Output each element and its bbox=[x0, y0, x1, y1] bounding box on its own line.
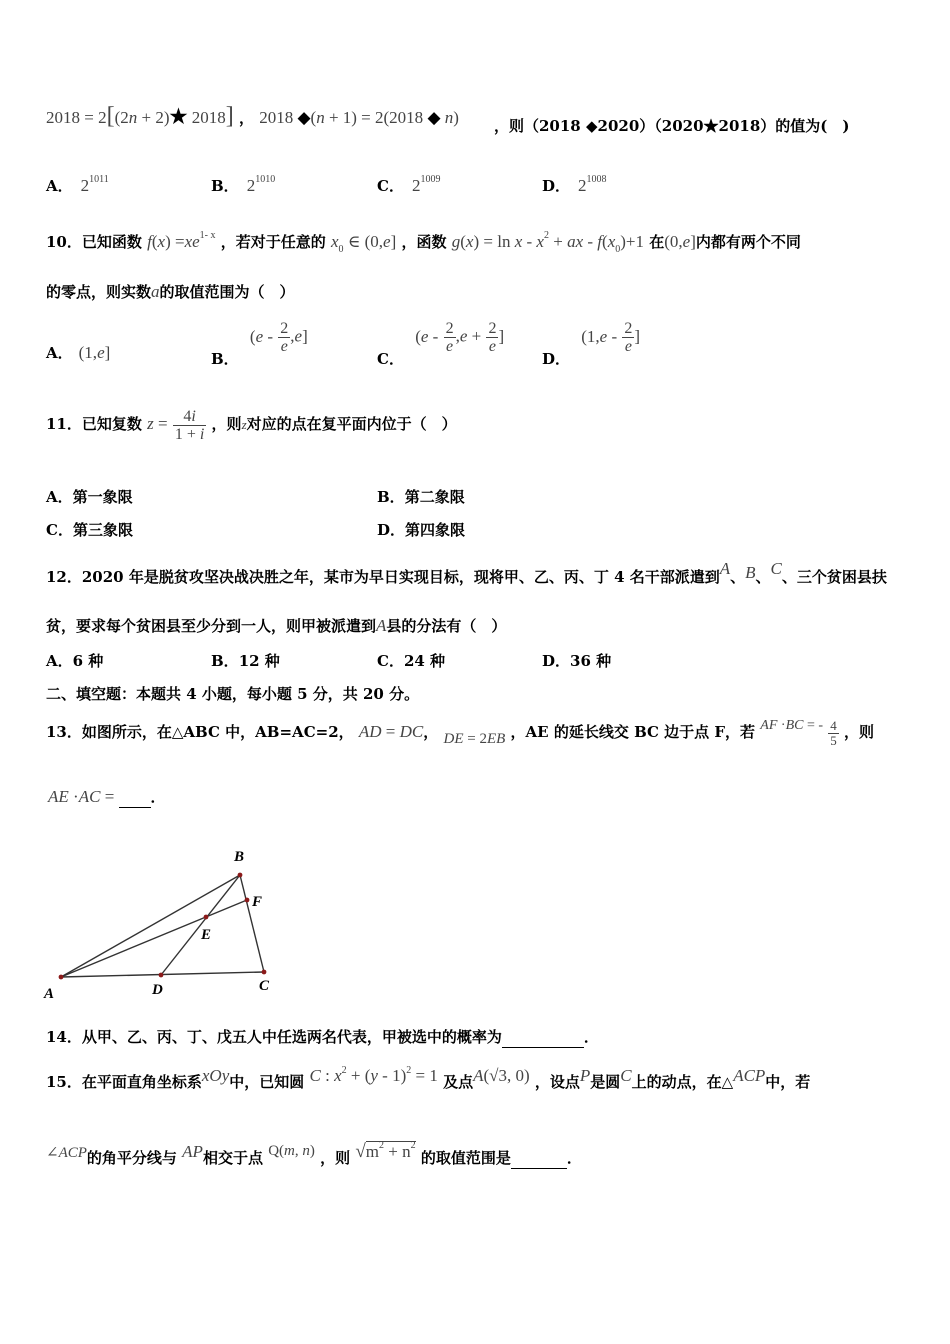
q15-stem-line2: ∠ACP的角平分线与 AP相交于点 Q(m, n) ，则 $√m^2 + n^2$ 的取值范围是 ． bbox=[46, 1140, 582, 1167]
q13-answer-blank[interactable] bbox=[119, 787, 151, 808]
q12-option-c: C．24 种 bbox=[377, 652, 446, 670]
section-heading-fill-in: 二、填空题：本题共 4 小题，每小题 5 分，共 20 分。 bbox=[46, 685, 420, 703]
point-f bbox=[245, 898, 250, 903]
q10-option-b: B． (e - $\frac{2}{e}$ ,e] bbox=[211, 320, 308, 368]
q11-option-b: B．第二象限 bbox=[377, 488, 465, 506]
q9-expr2: 2018 ◆(n + 1) = 2(2018 ◆ n) bbox=[259, 108, 459, 127]
segment-af bbox=[61, 900, 247, 977]
label-a: A bbox=[44, 986, 55, 1002]
q14-answer-blank[interactable] bbox=[502, 1027, 584, 1048]
label-c: C bbox=[259, 978, 270, 994]
point-b bbox=[238, 873, 243, 878]
q10-option-c: C． (e - $\frac{2}{e}$ ,e + $\frac{2}{e}$ ] bbox=[377, 320, 505, 368]
point-d bbox=[159, 973, 164, 978]
q15-answer-blank[interactable] bbox=[511, 1148, 567, 1169]
q9-option-d: D． $2^{1008}$ bbox=[542, 174, 607, 195]
q9-option-c: C． $2^{1009}$ bbox=[377, 174, 441, 195]
q10-option-a: A． (1,e] bbox=[46, 343, 111, 362]
segment-bc bbox=[240, 875, 264, 972]
label-b: B bbox=[234, 849, 245, 865]
q10-fx: f bbox=[147, 232, 152, 251]
label-e: E bbox=[201, 927, 212, 943]
q12-stem-line1: 12．2020 年是脱贫攻坚决战决胜之年，某市为早日实现目标，现将甲、乙、丙、丁 4 名干部派遣到A、B、C、三个贫困县扶 bbox=[46, 559, 887, 586]
q11-option-d: D．第四象限 bbox=[377, 521, 466, 539]
point-e bbox=[204, 915, 209, 920]
segment-ab bbox=[61, 875, 240, 977]
q14-stem: 14．从甲、乙、丙、丁、戊五人中任选两名代表，甲被选中的概率为 ． bbox=[46, 1028, 599, 1046]
q9-stem-tail: ，则（2018 ◆2020）（2020★2018）的值为( ) bbox=[494, 117, 850, 135]
q10-option-d: D． (1,e - $\frac{2}{e}$ ] bbox=[542, 320, 641, 368]
q9-option-a: A． $2^{1011}$ bbox=[46, 174, 109, 195]
label-d: D bbox=[152, 982, 163, 998]
q11-option-a: A．第一象限 bbox=[46, 488, 133, 506]
segment-bd bbox=[161, 875, 240, 975]
q9-option-b: B． $2^{1010}$ bbox=[211, 174, 276, 195]
label-f: F bbox=[252, 894, 263, 910]
q11-option-c: C．第三象限 bbox=[46, 521, 133, 539]
q13-triangle-figure bbox=[40, 845, 280, 1010]
q12-option-d: D．36 种 bbox=[542, 652, 612, 670]
q9-expr1: 2018 = 2[(2n + 2)★ 2018] bbox=[46, 103, 234, 129]
q10-stem-line2: 的零点，则实数a的取值范围为（ ） bbox=[46, 282, 295, 301]
q10-stem-line1: 10．已知函数 $f(x) =xe^{1- x}$ ，若对于任意的 $x_0$ ∈ (0,e] ，函数 $g(x) = \ln x - x^2$ + ax - $f(x_0)+1$ 在(0,e]内都有两个不同 bbox=[46, 230, 801, 255]
q11-stem: 11．已知复数 z = $\frac{4i}{1 + i}$ ，则z对应的点在复平面内位于（ ） bbox=[46, 407, 457, 443]
q15-stem-line1: 15．在平面直角坐标系xOy中，已知圆 C : $x^2 + (y - 1)^2 = 1$ 及点A(√3, 0) ，设点P是圆C上的动点，在△ACP中，若 bbox=[46, 1065, 811, 1091]
point-c bbox=[262, 970, 267, 975]
q13-stem: 13．如图所示，在△ABC 中，AB=AC=2， AD = DC， DE = 2EB ，AE 的延长线交 BC 边于点 F，若 AF ·BC = - $\frac{4}{5}$ ，则 bbox=[46, 717, 875, 748]
q12-option-b: B．12 种 bbox=[211, 652, 280, 670]
q12-stem-line2: 贫，要求每个贫困县至少分到一人，则甲被派遣到A县的分法有（ ） bbox=[46, 616, 507, 635]
q12-option-a: A．6 种 bbox=[46, 652, 104, 670]
q9-stem: 2018 = 2[(2n + 2)★ 2018] ， 2018 ◆(n + 1) = 2(2018 ◆ n) bbox=[46, 103, 459, 129]
point-a bbox=[59, 975, 64, 980]
q13-answer-line: AE ·AC = ． bbox=[48, 787, 166, 806]
